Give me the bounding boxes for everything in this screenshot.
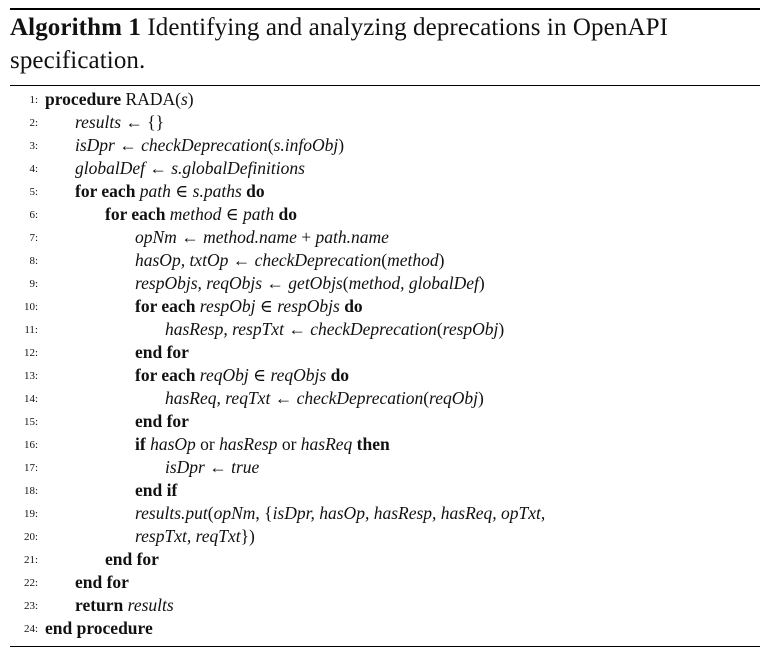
line-number: 4:	[29, 163, 38, 175]
line-code	[135, 295, 363, 318]
line-code	[45, 617, 153, 640]
math-symbol: (	[342, 273, 349, 293]
line-code	[75, 180, 265, 203]
top-rule	[10, 8, 760, 10]
math-symbol: ←	[283, 319, 311, 339]
algorithm-line	[10, 318, 760, 341]
math-variable: checkDeprecation	[141, 135, 268, 155]
line-number: 16:	[23, 439, 38, 451]
keyword: then	[356, 434, 390, 454]
math-symbol: ←	[204, 457, 232, 477]
line-number: 6:	[29, 209, 38, 221]
line-code	[135, 272, 485, 295]
math-variable: method	[169, 204, 222, 224]
line-code	[135, 525, 255, 548]
line-number: 13:	[23, 370, 38, 382]
line-number: 21:	[23, 554, 38, 566]
caption-rule	[10, 85, 760, 86]
algorithm-lines	[10, 88, 760, 640]
line-code	[75, 111, 164, 134]
algorithm-line	[10, 249, 760, 272]
line-number: 11:	[24, 324, 38, 336]
math-symbol: )	[478, 273, 485, 293]
math-symbol: (	[423, 388, 430, 408]
math-symbol: (	[381, 250, 388, 270]
math-symbol: ∈	[170, 181, 193, 201]
line-code	[75, 134, 344, 157]
math-variable: results.put	[135, 503, 208, 523]
line-number: 14:	[23, 393, 38, 405]
math-variable: reqObjs	[270, 365, 327, 385]
line-code	[135, 249, 444, 272]
line-code	[165, 387, 484, 410]
line-number: 18:	[23, 485, 38, 497]
keyword: return	[75, 595, 124, 615]
line-number: 3:	[29, 140, 38, 152]
math-variable: path	[243, 204, 275, 224]
math-symbol: ← {}	[121, 112, 165, 132]
math-symbol: ←	[228, 250, 255, 270]
algorithm-line	[10, 502, 760, 525]
math-variable: checkDeprecation	[310, 319, 437, 339]
keyword: for each	[75, 181, 136, 201]
math-symbol: ←	[262, 273, 289, 293]
algorithm-caption	[10, 11, 760, 77]
keyword: do	[278, 204, 298, 224]
line-number: 17:	[23, 462, 38, 474]
math-symbol: ∈	[255, 296, 278, 316]
math-variable: globalDef	[75, 158, 145, 178]
math-symbol: or	[277, 434, 301, 454]
line-number: 8:	[29, 255, 38, 267]
algorithm-line	[10, 594, 760, 617]
math-variable: hasReq	[300, 434, 353, 454]
math-variable: s.globalDefinitions	[171, 158, 305, 178]
line-code	[75, 157, 305, 180]
line-number: 23:	[23, 600, 38, 612]
math-symbol: )	[477, 388, 484, 408]
math-variable: opNm	[135, 227, 177, 247]
line-number: 24:	[23, 623, 38, 635]
math-variable: respTxt, reqTxt	[135, 526, 241, 546]
math-variable: respObjs, reqObjs	[135, 273, 263, 293]
math-variable: results	[127, 595, 174, 615]
algorithm-label: Algorithm 1	[10, 14, 141, 41]
algorithm-line	[10, 387, 760, 410]
math-symbol: , {	[255, 503, 273, 523]
math-variable: isDpr	[165, 457, 205, 477]
keyword: end for	[75, 572, 129, 592]
algorithm-line	[10, 341, 760, 364]
line-code	[105, 203, 297, 226]
math-symbol: )	[338, 135, 345, 155]
math-variable: hasResp	[219, 434, 278, 454]
math-symbol: ←	[145, 158, 172, 178]
line-code	[135, 502, 545, 525]
math-variable: checkDeprecation	[296, 388, 424, 408]
math-variable: hasResp, respTxt	[165, 319, 284, 339]
algorithm-line	[10, 88, 760, 111]
line-code	[135, 341, 189, 364]
line-code	[45, 88, 194, 111]
line-number: 19:	[23, 508, 38, 520]
math-symbol: (	[207, 503, 214, 523]
line-number: 7:	[29, 232, 38, 244]
math-symbol: +	[296, 227, 316, 247]
line-code	[135, 479, 177, 502]
math-variable: respObj	[199, 296, 256, 316]
math-variable: path.name	[315, 227, 389, 247]
keyword: end for	[135, 342, 189, 362]
algorithm-line	[10, 456, 760, 479]
algorithm-line	[10, 525, 760, 548]
algorithm-line	[10, 548, 760, 571]
algorithm-line	[10, 364, 760, 387]
algorithm-line	[10, 157, 760, 180]
algorithm-line	[10, 295, 760, 318]
math-variable: getObjs	[288, 273, 343, 293]
keyword: do	[330, 365, 350, 385]
line-code	[135, 433, 390, 456]
algorithm-line	[10, 134, 760, 157]
math-variable: method.name	[203, 227, 297, 247]
math-variable: s.infoObj	[273, 135, 339, 155]
math-symbol: )	[498, 319, 505, 339]
math-variable: true	[231, 457, 260, 477]
line-code	[135, 410, 189, 433]
line-code	[165, 318, 504, 341]
math-variable: reqObj	[429, 388, 478, 408]
math-symbol: RADA(	[121, 89, 181, 109]
math-symbol: ←	[176, 227, 204, 247]
keyword: end for	[135, 411, 189, 431]
math-symbol: ←	[270, 388, 297, 408]
line-code	[135, 226, 389, 249]
keyword: for each	[105, 204, 166, 224]
keyword: do	[246, 181, 265, 201]
algorithm-line	[10, 433, 760, 456]
line-number: 9:	[29, 278, 38, 290]
math-variable: isDpr, hasOp, hasResp, hasReq, opTxt,	[272, 503, 546, 523]
math-symbol: ←	[114, 135, 142, 155]
math-variable: hasOp	[150, 434, 196, 454]
math-symbol: )	[187, 89, 194, 109]
keyword: end if	[135, 480, 178, 500]
line-code	[105, 548, 159, 571]
math-variable: reqObj	[199, 365, 249, 385]
line-code	[135, 364, 349, 387]
math-symbol: )	[438, 250, 445, 270]
math-variable: results	[75, 112, 122, 132]
math-symbol: ∈	[248, 365, 271, 385]
bottom-rule	[10, 646, 760, 647]
math-symbol: ∈	[221, 204, 244, 224]
algorithm-line	[10, 617, 760, 640]
algorithm-line	[10, 180, 760, 203]
algorithm-line	[10, 410, 760, 433]
math-variable: path	[139, 181, 171, 201]
algorithm-line	[10, 111, 760, 134]
math-symbol: })	[240, 526, 255, 546]
math-variable: respObj	[442, 319, 499, 339]
math-variable: s.paths	[192, 181, 242, 201]
math-symbol: (	[436, 319, 443, 339]
line-code	[165, 456, 259, 479]
keyword: do	[344, 296, 363, 316]
line-code	[75, 571, 129, 594]
math-symbol: or	[195, 434, 220, 454]
math-variable: checkDeprecation	[254, 250, 382, 270]
line-number: 20:	[23, 531, 38, 543]
math-variable: method, globalDef	[348, 273, 479, 293]
algorithm-line	[10, 571, 760, 594]
keyword: end for	[105, 549, 159, 569]
math-variable: method	[387, 250, 439, 270]
keyword: if	[135, 434, 146, 454]
keyword: for each	[135, 296, 196, 316]
algorithm-block	[10, 0, 760, 657]
line-number: 12:	[23, 347, 38, 359]
algorithm-line	[10, 479, 760, 502]
line-number: 2:	[29, 117, 38, 129]
line-number: 22:	[23, 577, 38, 589]
algorithm-line	[10, 226, 760, 249]
math-variable: hasOp, txtOp	[135, 250, 229, 270]
line-number: 1:	[29, 94, 38, 106]
keyword: procedure	[45, 89, 122, 109]
keyword: for each	[135, 365, 196, 385]
math-variable: respObjs	[277, 296, 340, 316]
line-code	[75, 594, 174, 617]
math-symbol: (	[267, 135, 274, 155]
keyword: end procedure	[45, 618, 153, 638]
algorithm-line	[10, 272, 760, 295]
math-variable: s	[180, 89, 188, 109]
line-number: 10:	[23, 301, 38, 313]
line-number: 15:	[23, 416, 38, 428]
math-variable: isDpr	[75, 135, 115, 155]
math-variable: hasReq, reqTxt	[165, 388, 271, 408]
line-number: 5:	[29, 186, 38, 198]
algorithm-line	[10, 203, 760, 226]
algorithm-title: Identifying and analyzing deprecations in OpenAPI specification.	[10, 14, 669, 74]
math-variable: opNm	[213, 503, 256, 523]
